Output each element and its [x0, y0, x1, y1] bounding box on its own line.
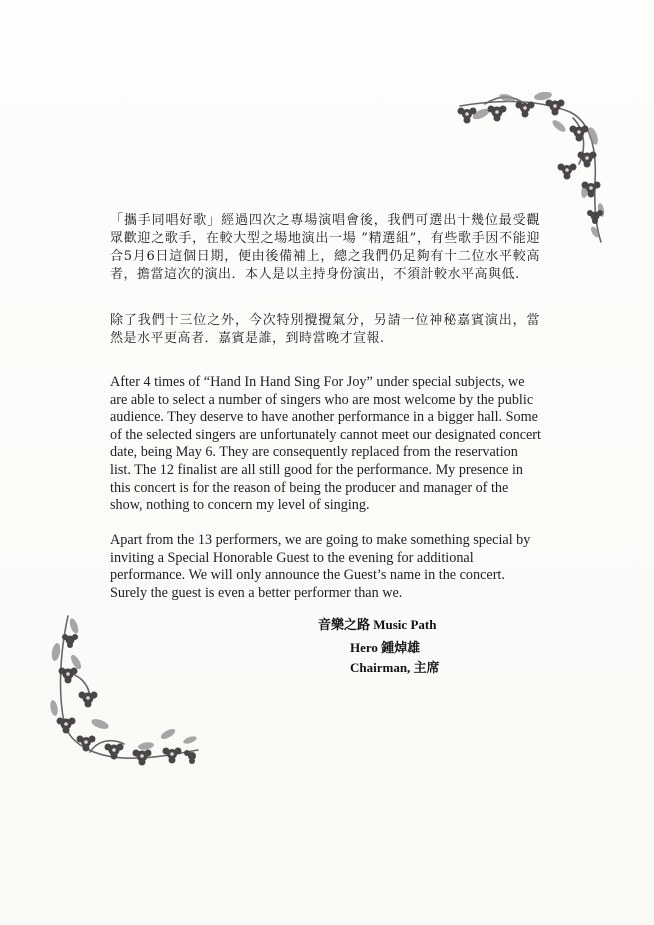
chinese-paragraph-1: 「攜手同唱好歌」經過四次之專場演唱會後，我們可選出十幾位最受觀眾歡迎之歌手，在較大型之場地演出一場 ”精選組”，有些歌手因不能迎合5月6日這個日期，便由後備補上，總之我們仍足夠有十二位水平較高者，擔當這次的演出．本人是以主持身份演出，不須計較水平高與低.: [110, 213, 540, 282]
english-paragraph-1: After 4 times of “Hand In Hand Sing For Joy” under special subjects, we are able to select a number of singers who are most welcome by the public audience. They deserve to have another performance in a bigger hall. Some of the selected singers are unfortunately cannot meet our designated concert date, being May 6. They are consequently replaced from the reservation list. The 12 finalist are all still good for the performance. My presence in this concert is for the reason of being the producer and manager of the show, nothing to concern my level of singing.: [110, 374, 541, 514]
floral-corner-bottom-left-icon: [50, 612, 200, 768]
signature-organization: 音樂之路 Music Path: [318, 617, 437, 632]
chinese-paragraph-2: 除了我們十三位之外，今次特別攪攪氣分，另請一位神秘嘉賓演出，當然是水平更高者．嘉賓是誰，到時當晚才宣報.: [110, 313, 540, 346]
signature-title: Chairman, 主席: [350, 660, 440, 675]
english-paragraph-2: Apart from the 13 performers, we are going to make something special by inviting a Special Honorable Guest to the evening for additional performance. We will only announce the Guest’s name in the concert. Surely the guest is even a better performer than we.: [110, 532, 531, 601]
signature-name: Hero 鍾焯雄: [350, 640, 421, 655]
